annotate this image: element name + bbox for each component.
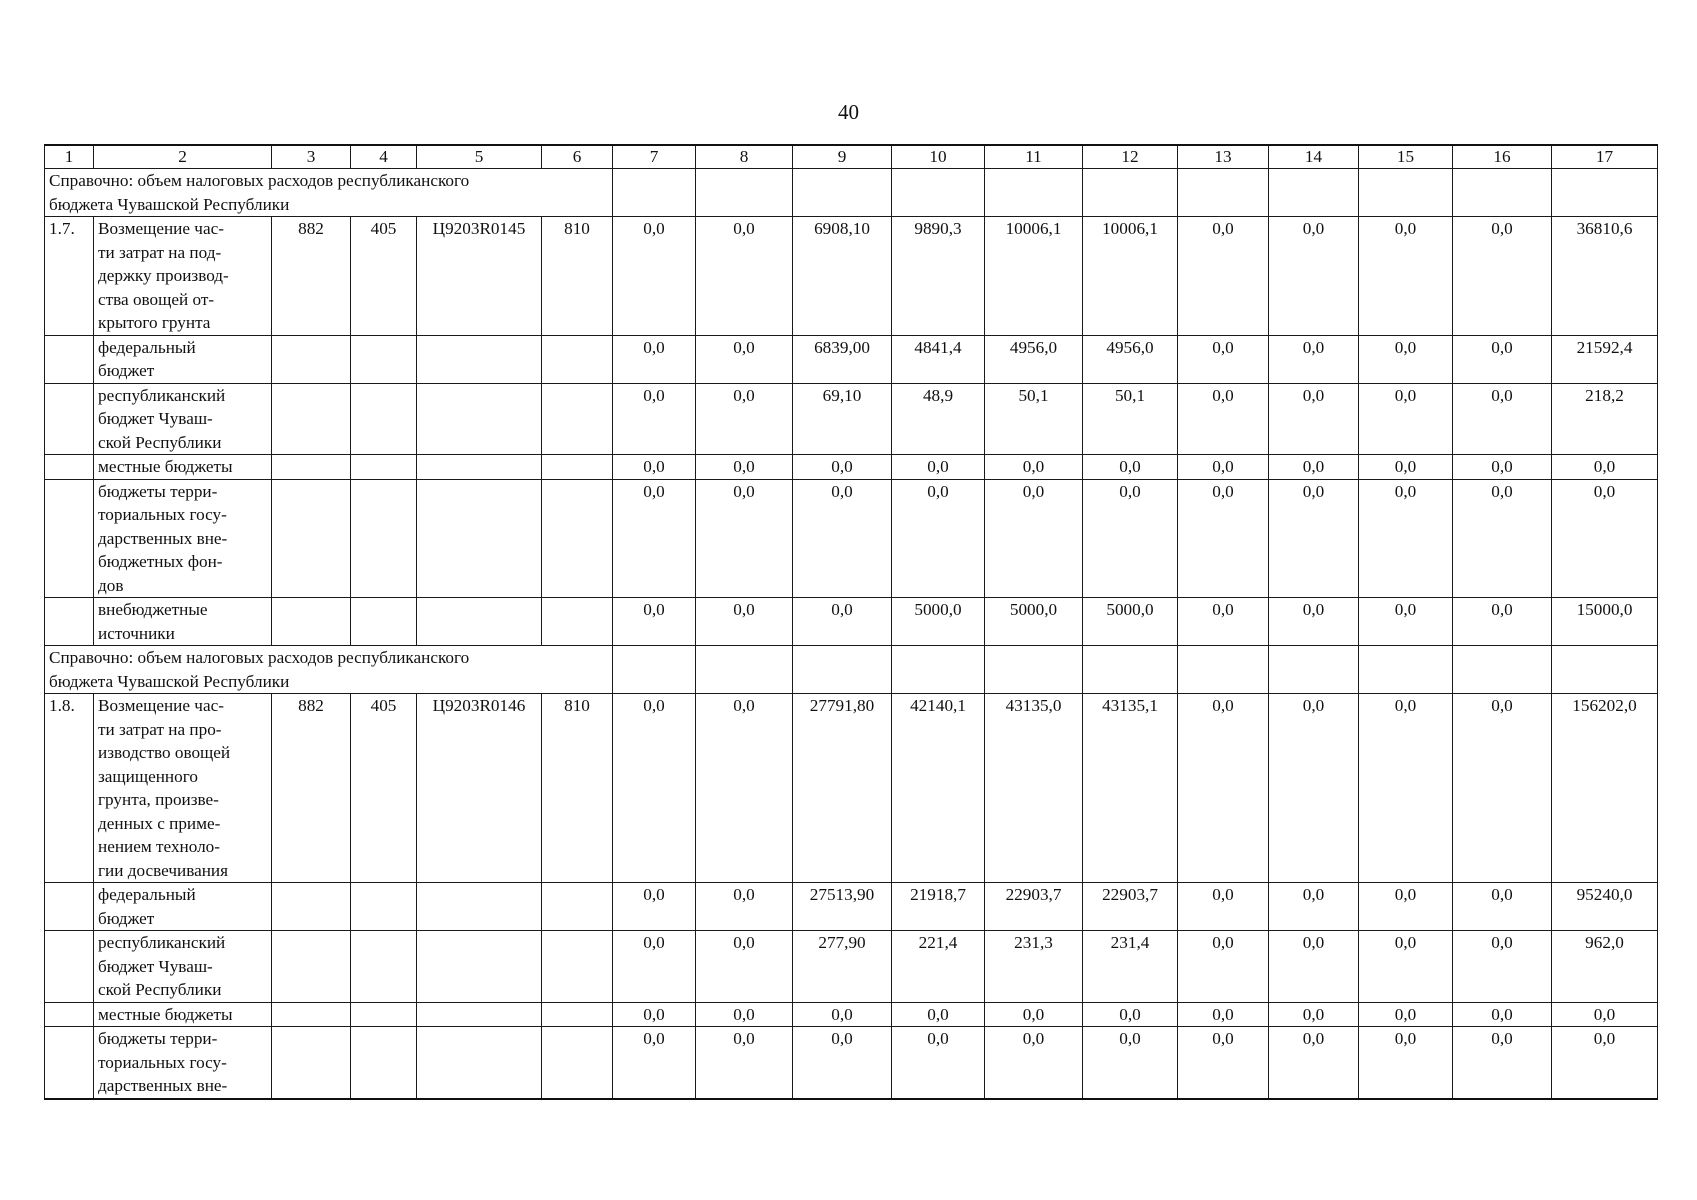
funding-source-label — [94, 1027, 272, 1099]
value-cell: 48,9 — [892, 383, 985, 455]
value-cell: 0,0 — [613, 455, 696, 480]
empty-cell — [45, 335, 94, 383]
funding-source-line: бюджеты терри- — [98, 1029, 218, 1048]
empty-cell — [45, 455, 94, 480]
value-cell: 0,0 — [1178, 479, 1269, 598]
empty-cell — [272, 383, 351, 455]
value-cell: 0,0 — [985, 455, 1083, 480]
column-number: 13 — [1178, 145, 1269, 169]
value-cell: 0,0 — [1359, 694, 1453, 883]
value-cell: 6839,00 — [793, 335, 892, 383]
column-number: 1 — [45, 145, 94, 169]
empty-cell — [1269, 169, 1359, 217]
funding-source-line: республиканский — [98, 385, 226, 405]
empty-cell — [1269, 646, 1359, 694]
value-cell: 0,0 — [1359, 455, 1453, 480]
value-cell: 15000,0 — [1552, 598, 1658, 646]
empty-cell — [272, 883, 351, 931]
value-cell: 0,0 — [696, 217, 793, 336]
column-number: 17 — [1552, 145, 1658, 169]
value-cell: 0,0 — [1552, 455, 1658, 480]
column-number: 10 — [892, 145, 985, 169]
empty-cell — [272, 479, 351, 598]
value-cell: 0,0 — [1083, 455, 1178, 480]
value-cell: 0,0 — [1178, 217, 1269, 336]
item-name-line: крытого грунта — [98, 313, 211, 332]
empty-cell — [351, 383, 417, 455]
funding-source-line: бюджетных фон- — [98, 552, 223, 571]
note-line: Справочно: объем налоговых расходов республиканского — [49, 648, 470, 667]
empty-cell — [45, 383, 94, 455]
item-name — [94, 694, 272, 883]
value-cell: 0,0 — [1453, 217, 1552, 336]
item-name-line: защищенного — [98, 766, 198, 786]
empty-cell — [696, 169, 793, 217]
value-cell: 0,0 — [892, 479, 985, 598]
value-cell: 0,0 — [793, 598, 892, 646]
page-number: 40 — [838, 100, 859, 124]
item-name-line: грунта, произве- — [98, 790, 219, 809]
value-cell: 5000,0 — [1083, 598, 1178, 646]
value-cell: 0,0 — [1552, 1002, 1658, 1027]
empty-cell — [272, 455, 351, 480]
empty-cell — [417, 931, 542, 1003]
empty-cell — [351, 335, 417, 383]
item-name-line: Возмещение час- — [98, 219, 224, 238]
funding-source-label — [94, 1002, 272, 1027]
value-cell: 0,0 — [1269, 455, 1359, 480]
note-row — [45, 646, 1658, 694]
item-name-line: нением техноло- — [98, 837, 220, 856]
value-cell: 0,0 — [1453, 383, 1552, 455]
empty-cell — [417, 383, 542, 455]
empty-cell — [417, 598, 542, 646]
funding-source-line: дарственных вне- — [98, 1076, 228, 1095]
funding-source-row — [45, 479, 1658, 598]
empty-cell — [696, 646, 793, 694]
value-cell: 0,0 — [613, 883, 696, 931]
value-cell: 0,0 — [613, 479, 696, 598]
value-cell: 0,0 — [892, 1027, 985, 1099]
item-name-line: Возмещение час- — [98, 696, 224, 715]
grbs-code: 882 — [272, 217, 351, 336]
value-cell: 218,2 — [1552, 383, 1658, 455]
table-body — [45, 169, 1658, 1099]
tax-expenditure-note — [45, 169, 613, 217]
value-cell: 0,0 — [1359, 598, 1453, 646]
value-cell: 0,0 — [1269, 335, 1359, 383]
value-cell: 0,0 — [1178, 1027, 1269, 1099]
value-cell: 0,0 — [1359, 217, 1453, 336]
value-cell: 4956,0 — [985, 335, 1083, 383]
note-row — [45, 169, 1658, 217]
empty-cell — [1359, 646, 1453, 694]
empty-cell — [542, 479, 613, 598]
value-cell: 0,0 — [1552, 1027, 1658, 1099]
empty-cell — [793, 646, 892, 694]
value-cell: 0,0 — [1083, 1027, 1178, 1099]
funding-source-row — [45, 598, 1658, 646]
empty-cell — [45, 598, 94, 646]
empty-cell — [351, 1002, 417, 1027]
value-cell: 10006,1 — [985, 217, 1083, 336]
empty-cell — [542, 335, 613, 383]
empty-cell — [1552, 646, 1658, 694]
value-cell: 0,0 — [1178, 694, 1269, 883]
value-cell: 0,0 — [1269, 931, 1359, 1003]
item-name-line: ства овощей от- — [98, 289, 215, 309]
value-cell: 0,0 — [793, 1027, 892, 1099]
funding-source-label — [94, 479, 272, 598]
empty-cell — [985, 646, 1083, 694]
item-name-line: ти затрат на про- — [98, 719, 222, 739]
empty-cell — [1083, 169, 1178, 217]
value-cell: 5000,0 — [985, 598, 1083, 646]
empty-cell — [1453, 646, 1552, 694]
item-name-line: денных с приме- — [98, 813, 221, 833]
value-cell: 0,0 — [1359, 383, 1453, 455]
column-number: 9 — [793, 145, 892, 169]
funding-source-line: ской Республики — [98, 432, 222, 452]
target-article-code: Ц9203R0146 — [417, 694, 542, 883]
value-cell: 0,0 — [1178, 883, 1269, 931]
value-cell: 0,0 — [613, 383, 696, 455]
funding-source-row — [45, 335, 1658, 383]
empty-cell — [1178, 169, 1269, 217]
funding-source-line: бюджет Чуваш- — [98, 409, 213, 428]
empty-cell — [272, 335, 351, 383]
value-cell: 4956,0 — [1083, 335, 1178, 383]
value-cell: 0,0 — [1178, 455, 1269, 480]
column-number: 14 — [1269, 145, 1359, 169]
empty-cell — [1453, 169, 1552, 217]
funding-source-row — [45, 383, 1658, 455]
item-index: 1.7. — [45, 217, 94, 336]
funding-source-line: дов — [98, 575, 124, 595]
item-row — [45, 694, 1658, 883]
column-number: 4 — [351, 145, 417, 169]
funding-source-line: федеральный — [98, 337, 196, 357]
value-cell: 156202,0 — [1552, 694, 1658, 883]
value-cell: 0,0 — [1359, 1027, 1453, 1099]
funding-source-label — [94, 455, 272, 480]
funding-source-row — [45, 1027, 1658, 1099]
value-cell: 0,0 — [613, 217, 696, 336]
value-cell: 277,90 — [793, 931, 892, 1003]
value-cell: 0,0 — [1453, 883, 1552, 931]
funding-source-label — [94, 598, 272, 646]
empty-cell — [892, 169, 985, 217]
empty-cell — [272, 1027, 351, 1099]
empty-cell — [1178, 646, 1269, 694]
value-cell: 0,0 — [1453, 1002, 1552, 1027]
empty-cell — [542, 455, 613, 480]
empty-cell — [272, 598, 351, 646]
value-cell: 0,0 — [1359, 335, 1453, 383]
funding-source-line: внебюджетные — [98, 600, 208, 619]
value-cell: 0,0 — [1083, 479, 1178, 598]
empty-cell — [417, 1002, 542, 1027]
value-cell: 0,0 — [1359, 1002, 1453, 1027]
value-cell: 0,0 — [892, 1002, 985, 1027]
value-cell: 0,0 — [1269, 1002, 1359, 1027]
value-cell: 0,0 — [1178, 598, 1269, 646]
item-name-line: изводство овощей — [98, 743, 231, 762]
empty-cell — [351, 598, 417, 646]
value-cell: 43135,0 — [985, 694, 1083, 883]
funding-source-label — [94, 335, 272, 383]
column-number: 7 — [613, 145, 696, 169]
value-cell: 0,0 — [1453, 455, 1552, 480]
empty-cell — [417, 479, 542, 598]
value-cell: 95240,0 — [1552, 883, 1658, 931]
column-number: 2 — [94, 145, 272, 169]
value-cell: 221,4 — [892, 931, 985, 1003]
value-cell: 0,0 — [985, 479, 1083, 598]
budget-table — [44, 144, 1658, 1100]
empty-cell — [45, 479, 94, 598]
value-cell: 5000,0 — [892, 598, 985, 646]
empty-cell — [351, 479, 417, 598]
item-index: 1.8. — [45, 694, 94, 883]
funding-source-label — [94, 883, 272, 931]
empty-cell — [542, 931, 613, 1003]
note-line: бюджета Чувашской Республики — [49, 671, 290, 691]
empty-cell — [542, 1002, 613, 1027]
value-cell: 0,0 — [1453, 479, 1552, 598]
column-number: 6 — [542, 145, 613, 169]
value-cell: 6908,10 — [793, 217, 892, 336]
empty-cell — [351, 455, 417, 480]
value-cell: 0,0 — [613, 1027, 696, 1099]
funding-source-line: бюджеты терри- — [98, 481, 218, 501]
value-cell: 0,0 — [1453, 694, 1552, 883]
empty-cell — [417, 455, 542, 480]
empty-cell — [417, 1027, 542, 1099]
empty-cell — [45, 1002, 94, 1027]
value-cell: 0,0 — [1552, 479, 1658, 598]
value-cell: 0,0 — [1269, 694, 1359, 883]
value-cell: 0,0 — [1359, 931, 1453, 1003]
value-cell: 0,0 — [1178, 931, 1269, 1003]
empty-cell — [542, 383, 613, 455]
value-cell: 0,0 — [1083, 1002, 1178, 1027]
empty-cell — [542, 598, 613, 646]
value-cell: 231,4 — [1083, 931, 1178, 1003]
grbs-code: 882 — [272, 694, 351, 883]
empty-cell — [417, 883, 542, 931]
column-number: 15 — [1359, 145, 1453, 169]
value-cell: 10006,1 — [1083, 217, 1178, 336]
column-number: 11 — [985, 145, 1083, 169]
value-cell: 0,0 — [1453, 598, 1552, 646]
empty-cell — [351, 1027, 417, 1099]
empty-cell — [45, 1027, 94, 1099]
value-cell: 0,0 — [613, 335, 696, 383]
funding-source-row — [45, 883, 1658, 931]
value-cell: 0,0 — [613, 931, 696, 1003]
funding-source-row — [45, 931, 1658, 1003]
value-cell: 231,3 — [985, 931, 1083, 1003]
value-cell: 0,0 — [696, 931, 793, 1003]
value-cell: 0,0 — [1178, 383, 1269, 455]
value-cell: 0,0 — [1359, 883, 1453, 931]
value-cell: 0,0 — [696, 598, 793, 646]
value-cell: 0,0 — [1178, 335, 1269, 383]
item-name-line: гии досвечивания — [98, 860, 229, 880]
value-cell: 22903,7 — [985, 883, 1083, 931]
value-cell: 0,0 — [1269, 479, 1359, 598]
value-cell: 36810,6 — [1552, 217, 1658, 336]
value-cell: 0,0 — [696, 694, 793, 883]
value-cell: 42140,1 — [892, 694, 985, 883]
value-cell: 0,0 — [1269, 883, 1359, 931]
funding-source-line: федеральный — [98, 885, 196, 904]
value-cell: 69,10 — [793, 383, 892, 455]
empty-cell — [351, 931, 417, 1003]
value-cell: 0,0 — [985, 1027, 1083, 1099]
empty-cell — [985, 169, 1083, 217]
value-cell: 0,0 — [1359, 479, 1453, 598]
section-code: 405 — [351, 217, 417, 336]
value-cell: 27791,80 — [793, 694, 892, 883]
value-cell: 0,0 — [1453, 335, 1552, 383]
funding-source-line: местные бюджеты — [98, 1004, 233, 1024]
empty-cell — [1083, 646, 1178, 694]
item-name — [94, 217, 272, 336]
column-number: 16 — [1453, 145, 1552, 169]
funding-source-line: республиканский — [98, 933, 226, 952]
empty-cell — [351, 883, 417, 931]
empty-cell — [892, 646, 985, 694]
section-code: 405 — [351, 694, 417, 883]
empty-cell — [542, 883, 613, 931]
value-cell: 0,0 — [1269, 598, 1359, 646]
value-cell: 0,0 — [892, 455, 985, 480]
value-cell: 0,0 — [1269, 383, 1359, 455]
value-cell: 0,0 — [613, 1002, 696, 1027]
funding-source-label — [94, 931, 272, 1003]
empty-cell — [417, 335, 542, 383]
value-cell: 0,0 — [793, 455, 892, 480]
funding-source-line: дарственных вне- — [98, 528, 228, 548]
value-cell: 0,0 — [1178, 1002, 1269, 1027]
empty-cell — [793, 169, 892, 217]
value-cell: 0,0 — [793, 479, 892, 598]
funding-source-label — [94, 383, 272, 455]
item-row — [45, 217, 1658, 336]
item-name-line: ти затрат на под- — [98, 242, 222, 262]
column-number: 8 — [696, 145, 793, 169]
empty-cell — [613, 646, 696, 694]
column-number: 12 — [1083, 145, 1178, 169]
value-cell: 0,0 — [696, 455, 793, 480]
value-cell: 0,0 — [613, 598, 696, 646]
empty-cell — [542, 1027, 613, 1099]
column-number: 5 — [417, 145, 542, 169]
value-cell: 0,0 — [985, 1002, 1083, 1027]
empty-cell — [613, 169, 696, 217]
expense-type-code: 810 — [542, 217, 613, 336]
empty-cell — [1359, 169, 1453, 217]
value-cell: 21592,4 — [1552, 335, 1658, 383]
funding-source-line: источники — [98, 623, 175, 643]
value-cell: 0,0 — [1269, 1027, 1359, 1099]
value-cell: 0,0 — [793, 1002, 892, 1027]
funding-source-line: бюджет — [98, 361, 155, 380]
value-cell: 21918,7 — [892, 883, 985, 931]
value-cell: 0,0 — [696, 1027, 793, 1099]
item-name-line: держку производ- — [98, 266, 229, 285]
empty-cell — [1552, 169, 1658, 217]
value-cell: 0,0 — [696, 335, 793, 383]
empty-cell — [45, 883, 94, 931]
funding-source-line: бюджет — [98, 908, 155, 928]
value-cell: 22903,7 — [1083, 883, 1178, 931]
value-cell: 0,0 — [696, 479, 793, 598]
funding-source-line: ториальных госу- — [98, 505, 227, 524]
value-cell: 9890,3 — [892, 217, 985, 336]
value-cell: 0,0 — [1453, 931, 1552, 1003]
column-number: 3 — [272, 145, 351, 169]
target-article-code: Ц9203R0145 — [417, 217, 542, 336]
value-cell: 962,0 — [1552, 931, 1658, 1003]
value-cell: 43135,1 — [1083, 694, 1178, 883]
note-line: бюджета Чувашской Республики — [49, 194, 290, 214]
value-cell: 0,0 — [613, 694, 696, 883]
funding-source-row — [45, 1002, 1658, 1027]
empty-cell — [272, 931, 351, 1003]
expense-type-code: 810 — [542, 694, 613, 883]
column-number-header — [45, 145, 1658, 169]
note-line: Справочно: объем налоговых расходов республиканского — [49, 171, 470, 190]
value-cell: 0,0 — [696, 1002, 793, 1027]
value-cell: 0,0 — [696, 383, 793, 455]
empty-cell — [272, 1002, 351, 1027]
value-cell: 27513,90 — [793, 883, 892, 931]
funding-source-row — [45, 455, 1658, 480]
tax-expenditure-note — [45, 646, 613, 694]
empty-cell — [45, 931, 94, 1003]
funding-source-line: ской Республики — [98, 980, 222, 999]
value-cell: 0,0 — [1453, 1027, 1552, 1099]
value-cell: 50,1 — [1083, 383, 1178, 455]
funding-source-line: ториальных госу- — [98, 1052, 227, 1072]
value-cell: 4841,4 — [892, 335, 985, 383]
value-cell: 50,1 — [985, 383, 1083, 455]
value-cell: 0,0 — [1269, 217, 1359, 336]
funding-source-line: местные бюджеты — [98, 457, 233, 476]
value-cell: 0,0 — [696, 883, 793, 931]
funding-source-line: бюджет Чуваш- — [98, 956, 213, 976]
